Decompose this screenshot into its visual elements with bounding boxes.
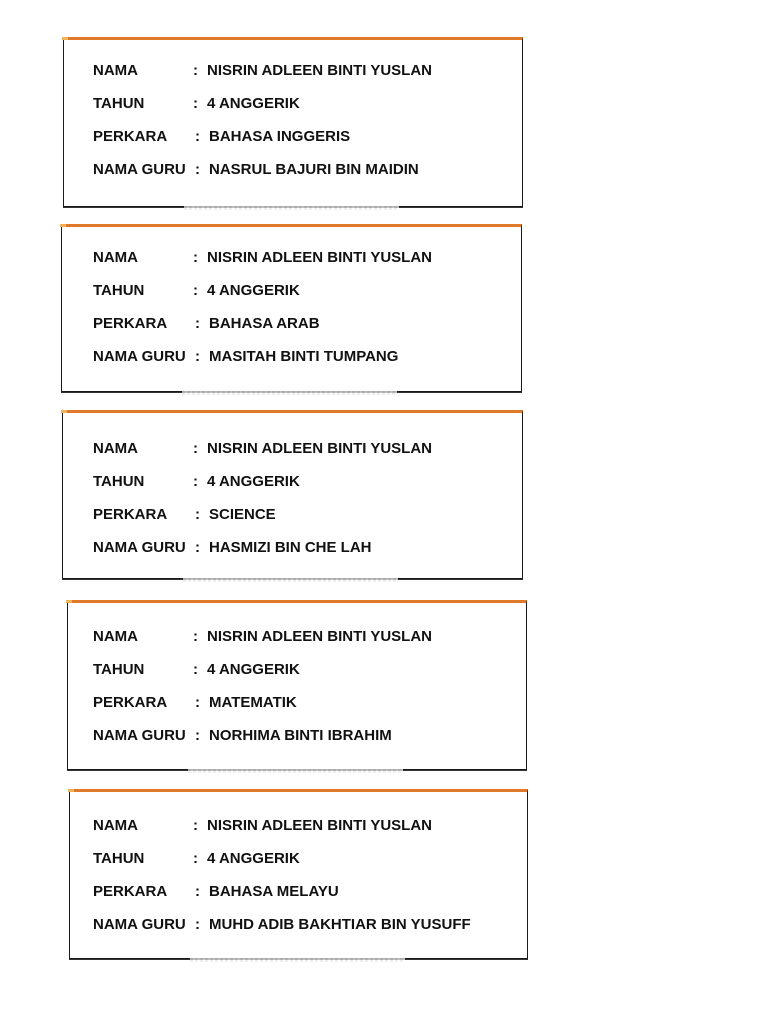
colon: : (195, 727, 200, 744)
label-tahun: TAHUN (93, 850, 145, 867)
colon: : (193, 817, 198, 834)
label-perkara: PERKARA (93, 883, 168, 900)
colon: : (193, 661, 198, 678)
label-perkara: PERKARA (93, 506, 168, 523)
value-nama: NISRIN ADLEEN BINTI YUSLAN (207, 628, 433, 645)
label-tahun: TAHUN (93, 282, 145, 299)
value-tahun: 4 ANGGERIK (207, 850, 300, 867)
card-accent (62, 37, 68, 40)
label-nama: NAMA (93, 440, 138, 457)
colon: : (193, 473, 198, 490)
faded-line (190, 958, 405, 962)
value-perkara: BAHASA ARAB (209, 315, 320, 332)
value-tahun: 4 ANGGERIK (207, 473, 300, 490)
value-nama-guru: NORHIMA BINTI IBRAHIM (209, 727, 392, 744)
value-perkara: BAHASA INGGERIS (209, 128, 351, 145)
label-perkara: PERKARA (93, 128, 168, 145)
card-accent (68, 789, 74, 792)
label-perkara: PERKARA (93, 315, 168, 332)
value-nama: NISRIN ADLEEN BINTI YUSLAN (207, 249, 433, 266)
colon: : (195, 161, 200, 178)
label-perkara: PERKARA (93, 694, 168, 711)
card-accent (61, 410, 67, 413)
colon: : (193, 62, 198, 79)
label-tahun: TAHUN (93, 95, 145, 112)
label-tahun: TAHUN (93, 473, 145, 490)
value-perkara: BAHASA MELAYU (209, 883, 339, 900)
label-card-3 (62, 410, 523, 579)
value-nama: NISRIN ADLEEN BINTI YUSLAN (207, 62, 433, 79)
label-nama-guru: NAMA GURU (93, 727, 186, 744)
faded-line (184, 206, 399, 210)
colon: : (193, 628, 198, 645)
colon: : (195, 883, 200, 900)
faded-line (188, 769, 403, 773)
label-nama-guru: NAMA GURU (93, 348, 186, 365)
colon: : (195, 128, 200, 145)
value-nama: NISRIN ADLEEN BINTI YUSLAN (207, 817, 433, 834)
label-card-2 (61, 224, 522, 392)
colon: : (195, 916, 200, 933)
value-nama-guru: NASRUL BAJURI BIN MAIDIN (209, 161, 419, 178)
card-accent (60, 224, 66, 227)
label-nama: NAMA (93, 817, 138, 834)
colon: : (195, 348, 200, 365)
faded-line (182, 391, 397, 395)
colon: : (193, 95, 198, 112)
label-nama: NAMA (93, 249, 138, 266)
colon: : (193, 850, 198, 867)
value-perkara: SCIENCE (209, 506, 276, 523)
value-nama-guru: MUHD ADIB BAKHTIAR BIN YUSUFF (209, 916, 471, 933)
label-nama-guru: NAMA GURU (93, 916, 186, 933)
label-tahun: TAHUN (93, 661, 145, 678)
colon: : (195, 506, 200, 523)
colon: : (193, 282, 198, 299)
value-tahun: 4 ANGGERIK (207, 661, 300, 678)
faded-line (183, 578, 398, 582)
label-card-1 (63, 37, 523, 207)
label-nama-guru: NAMA GURU (93, 161, 186, 178)
value-tahun: 4 ANGGERIK (207, 282, 300, 299)
value-nama-guru: MASITAH BINTI TUMPANG (209, 348, 399, 365)
value-tahun: 4 ANGGERIK (207, 95, 300, 112)
colon: : (193, 249, 198, 266)
label-nama: NAMA (93, 62, 138, 79)
label-card-4 (67, 600, 527, 770)
value-nama-guru: HASMIZI BIN CHE LAH (209, 539, 372, 556)
colon: : (193, 440, 198, 457)
value-nama: NISRIN ADLEEN BINTI YUSLAN (207, 440, 433, 457)
label-nama: NAMA (93, 628, 138, 645)
card-accent (66, 600, 72, 603)
colon: : (195, 315, 200, 332)
colon: : (195, 539, 200, 556)
label-nama-guru: NAMA GURU (93, 539, 186, 556)
label-card-5 (69, 789, 528, 959)
value-perkara: MATEMATIK (209, 694, 297, 711)
colon: : (195, 694, 200, 711)
